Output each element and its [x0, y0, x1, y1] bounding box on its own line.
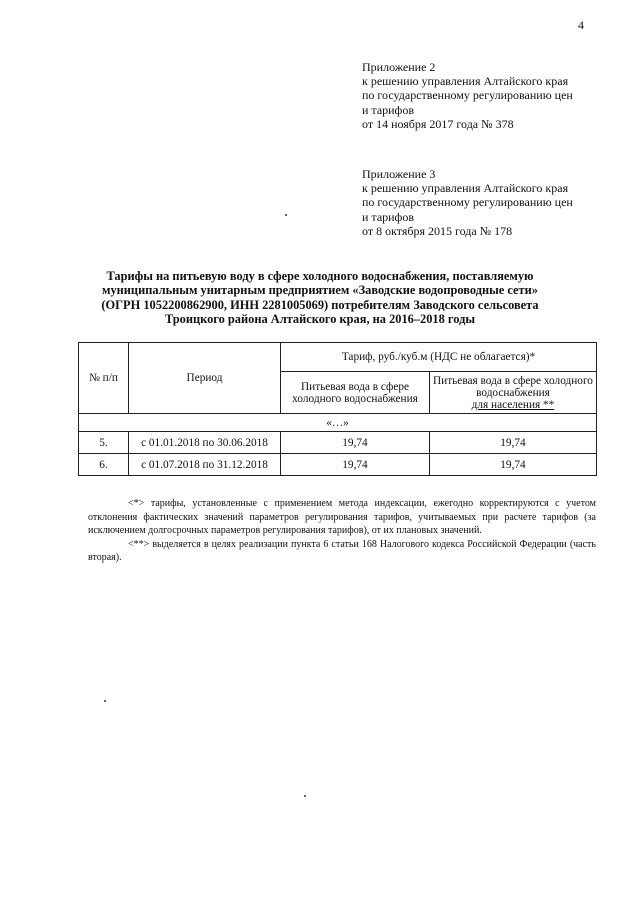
appendix-3-line: по государственному регулированию цен: [362, 195, 573, 210]
col-period-header: Период: [129, 343, 281, 414]
footnote-1: <*> тарифы, установленные с применением метода индексации, ежегодно корректируются с учетом отклонения фактических значений параметров регулирования тарифов, учитываемых при расчете тарифов (за исключением долгосрочных параметров регулирования тарифов), от их плановых значений.: [88, 498, 596, 537]
appendix-3-line: к решению управления Алтайского края: [362, 181, 569, 196]
row-period-cell: с 01.01.2018 по 30.06.2018: [129, 432, 281, 454]
document-title: [70, 269, 570, 327]
col-water-population-header: [430, 372, 597, 414]
col-water-header: Питьевая вода в сфере холодного водоснабжения: [281, 372, 430, 414]
page-number: 4: [578, 18, 584, 32]
row-water-cell: 19,74: [281, 454, 430, 476]
appendix-2-line: от 14 ноября 2017 года № 378: [362, 116, 514, 131]
scan-speck: [285, 214, 287, 216]
appendix-2-line: и тарифов: [362, 102, 415, 117]
row-water-cell: 19,74: [281, 432, 430, 454]
scan-speck: [104, 700, 106, 702]
appendix-3-line: Приложение 3: [362, 167, 436, 181]
title-line: (ОГРН 1052200862900, ИНН 2281005069) потребителям Заводского сельсовета: [101, 297, 539, 312]
footnotes: [88, 497, 596, 565]
col-number-header: № п/п: [79, 343, 129, 414]
col-water-population-line: для населения **: [471, 398, 555, 411]
table-row: [79, 454, 597, 476]
appendix-2-line: к решению управления Алтайского края: [362, 74, 569, 89]
table-row: [79, 432, 597, 454]
tariff-table: [78, 342, 597, 476]
col-tariff-group-header: Тариф, руб./куб.м (НДС не облагается)*: [281, 343, 597, 372]
footnote-2: <**> выделяется в целях реализации пункта 6 статьи 168 Налогового кодекса Российской Федерации (часть вторая).: [88, 538, 596, 564]
title-line: Троицкого района Алтайского края, на 2016–2018 годы: [164, 312, 476, 327]
appendix-2-line: по государственному регулированию цен: [362, 88, 573, 103]
table-header-row: [79, 343, 597, 372]
col-water-population-line: Питьевая вода в сфере холодного водоснабжения: [433, 374, 593, 399]
title-line: муниципальным унитарным предприятием «Заводские водопроводные сети»: [102, 283, 538, 298]
table-row: [79, 414, 597, 432]
row-number-cell: 6.: [79, 454, 129, 476]
appendix-2-header: [362, 60, 573, 131]
ellipsis-cell: «…»: [79, 414, 597, 432]
row-number-cell: 5.: [79, 432, 129, 454]
title-line: Тарифы на питьевую воду в сфере холодного водоснабжения, поставляемую: [106, 269, 534, 283]
scan-speck: [304, 795, 306, 797]
row-population-cell: 19,74: [430, 454, 597, 476]
row-period-cell: с 01.07.2018 по 31.12.2018: [129, 454, 281, 476]
row-population-cell: 19,74: [430, 432, 597, 454]
appendix-3-header: [362, 167, 573, 238]
appendix-3-line: от 8 октября 2015 года № 178: [362, 223, 513, 238]
appendix-3-line: и тарифов: [362, 209, 415, 224]
appendix-2-line: Приложение 2: [362, 60, 436, 74]
